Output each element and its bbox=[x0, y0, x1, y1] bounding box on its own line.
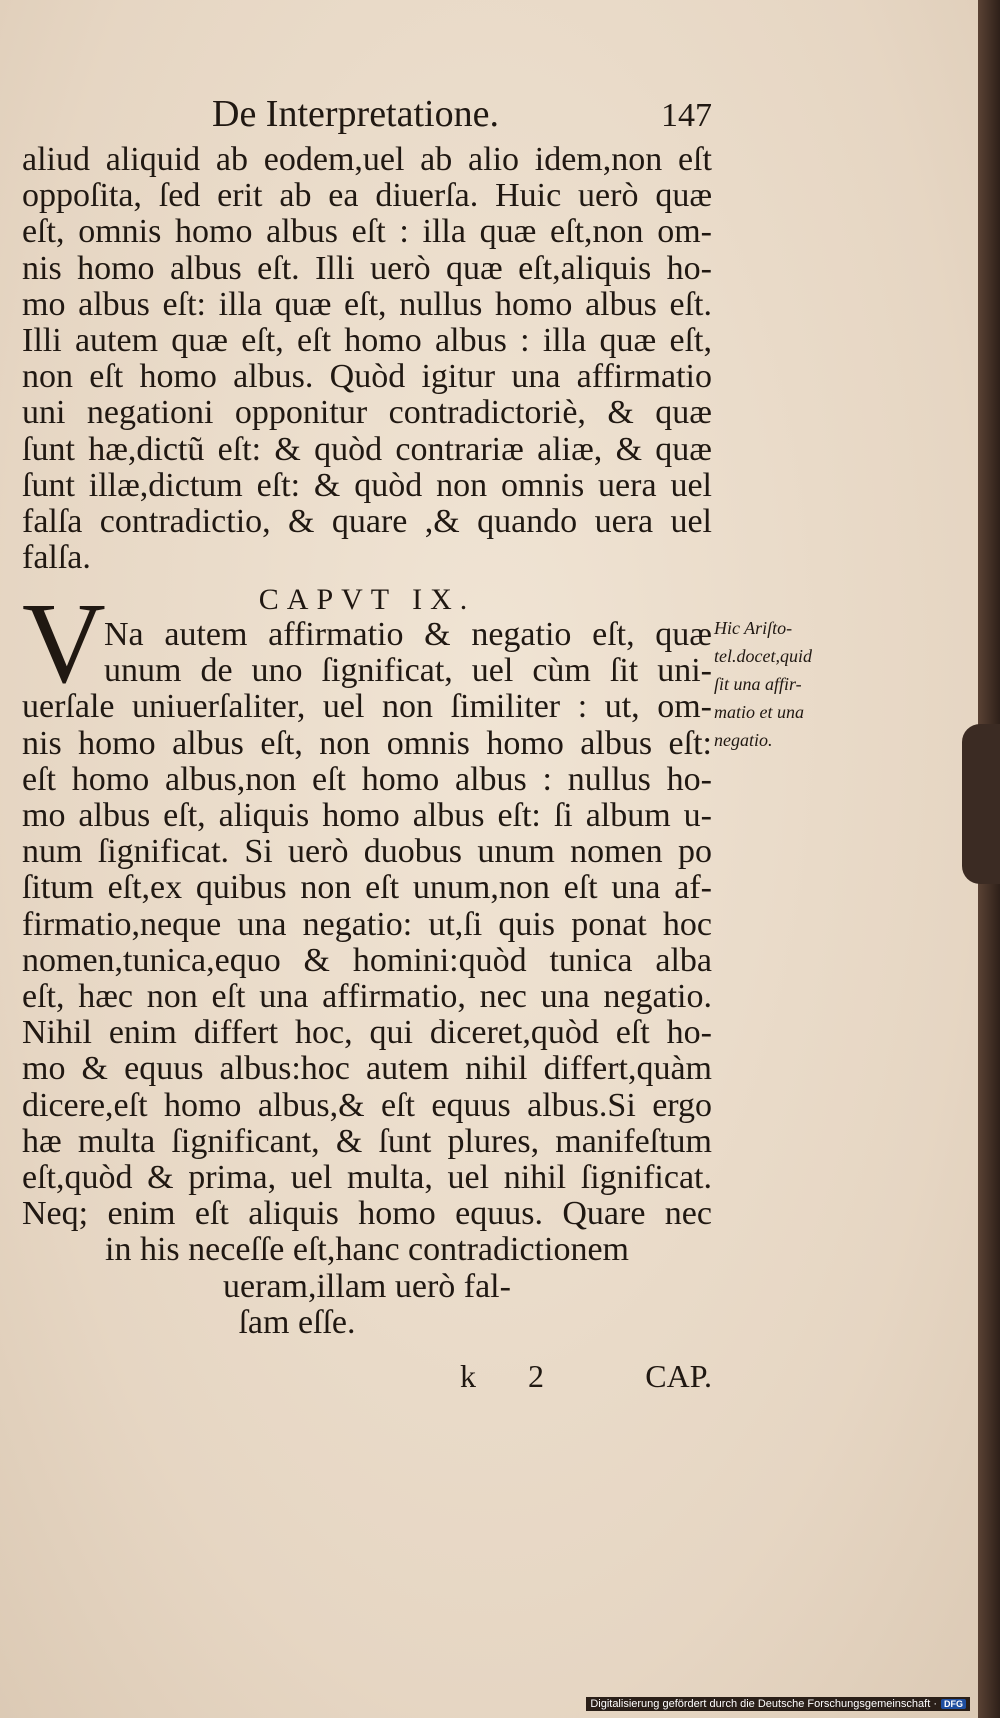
text-line: falſa. bbox=[22, 540, 91, 577]
running-header bbox=[212, 92, 712, 142]
text-line: uni negationi opponitur contradictoriè, & quæ bbox=[22, 395, 712, 432]
text-line: ſam eſſe. bbox=[238, 1304, 356, 1341]
drop-cap: V bbox=[22, 580, 106, 708]
text-line: mo albus eſt, aliquis homo albus eſt: ſi album u- bbox=[22, 798, 712, 835]
margin-line: Hic Ariſto- bbox=[714, 618, 793, 638]
text-line: eſt, hæc non eſt una affirmatio, nec una negatio. bbox=[22, 979, 712, 1016]
credit-text: Digitalisierung gefördert durch die Deutsche Forschungsgemeinschaft · bbox=[590, 1698, 937, 1710]
text-line: eſt, omnis homo albus eſt : illa quæ eſt,non om- bbox=[22, 214, 712, 251]
page-number: 147 bbox=[661, 97, 712, 134]
text-line: ſunt hæ,dictũ eſt: & quòd contrariæ aliæ, & quæ bbox=[22, 431, 712, 468]
margin-line: matio et una bbox=[714, 702, 804, 722]
margin-line: negatio. bbox=[714, 730, 773, 750]
text-line: in his neceſſe eſt,hanc contradictionem bbox=[105, 1232, 629, 1269]
text-line: firmatio,neque una negatio: ut,ſi quis ponat hoc bbox=[22, 906, 712, 943]
text-line: Na autem affirmatio & negatio eſt, quæ bbox=[104, 617, 712, 653]
text-line: num ſignificat. Si uerò duobus unum nomen po bbox=[22, 834, 712, 871]
text-line: unum de uno ſignificat, uel cùm ſit uni- bbox=[104, 653, 712, 690]
digitization-credit bbox=[586, 1697, 970, 1711]
text-line: Neq; enim eſt aliquis homo equus. Quare nec bbox=[22, 1196, 712, 1233]
text-line: mo albus eſt: illa quæ eſt, nullus homo albus eſt. bbox=[22, 286, 712, 323]
chapter-paragraph bbox=[22, 617, 712, 1341]
text-line: Nihil enim differt hoc, qui diceret,quòd eſt ho- bbox=[22, 1015, 712, 1052]
catchword: CAP. bbox=[645, 1358, 712, 1394]
text-line: eſt homo albus,non eſt homo albus : nullus ho- bbox=[22, 761, 712, 798]
text-line: nis homo albus eſt, non omnis homo albus eſt: bbox=[22, 725, 712, 762]
page-footer bbox=[460, 1358, 712, 1395]
text-line: nomen,tunica,equo & homini:quòd tunica alba bbox=[22, 942, 712, 979]
dfg-logo-icon: DFG bbox=[941, 1699, 966, 1709]
text-line: ſunt illæ,dictum eſt: & quòd non omnis uera uel bbox=[22, 467, 712, 504]
text-line: eſt,quòd & prima, uel multa, uel nihil ſignificat. bbox=[22, 1160, 712, 1197]
margin-line: tel.docet,quid bbox=[714, 646, 812, 666]
signature-mark: k 2 bbox=[460, 1358, 566, 1394]
text-line: mo & equus albus:hoc autem nihil differt,quàm bbox=[22, 1051, 712, 1088]
margin-line: ſit una affir- bbox=[714, 674, 802, 694]
chapter-heading: CAPVT IX. bbox=[258, 583, 476, 616]
text-line: nis homo albus eſt. Illi uerò quæ eſt,aliquis ho- bbox=[22, 250, 712, 287]
text-line: Illi autem quæ eſt, eſt homo albus : illa quæ eſt, bbox=[22, 323, 712, 360]
marginal-note bbox=[714, 614, 864, 754]
running-title: De Interpretatione. bbox=[212, 93, 499, 135]
text-line: ſitum eſt,ex quibus non eſt unum,non eſt una af- bbox=[22, 870, 712, 907]
text-line: oppoſita, ſed erit ab ea diuerſa. Huic uerò quæ bbox=[22, 178, 712, 215]
text-line: falſa contradictio, & quare ,& quando uera uel bbox=[22, 504, 712, 541]
text-line: ueram,illam uerò fal- bbox=[223, 1268, 511, 1305]
text-line: uerſale uniuerſaliter, uel non ſimiliter : ut, om- bbox=[22, 689, 712, 726]
text-line: non eſt homo albus. Quòd igitur una affirmatio bbox=[22, 359, 712, 396]
text-line: aliud aliquid ab eodem,uel ab alio idem,non eſt bbox=[22, 142, 712, 178]
page-tab bbox=[962, 724, 1000, 884]
top-paragraph bbox=[22, 142, 712, 576]
text-line: hæ multa ſignificant, & ſunt plures, manifeſtum bbox=[22, 1123, 712, 1160]
text-line: dicere,eſt homo albus,& eſt equus albus.Si ergo bbox=[22, 1087, 712, 1124]
